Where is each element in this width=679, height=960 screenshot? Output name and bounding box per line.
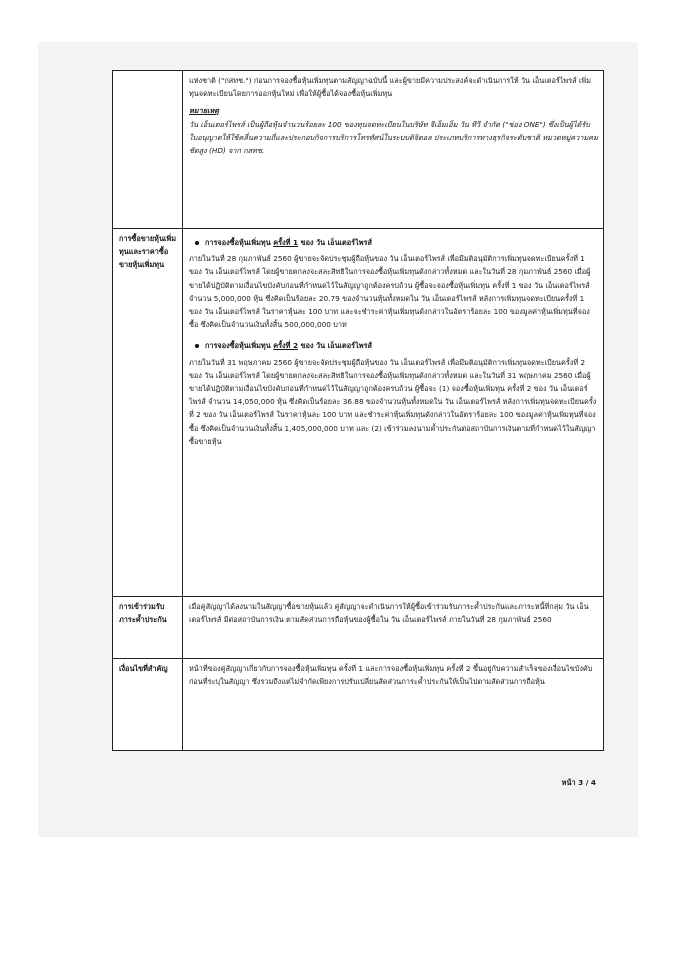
row-content: เมื่อคู่สัญญาได้ลงนามในสัญญาซื้อขายหุ้นแล้ว คู่สัญญาจะดำเนินการให้ผู้ซื้อเข้าร่วมรับภาระค้ำประกันและภาระหนี้ที่กลุ่ม วัน เอ็นเตอร์ไพรส์ มีต่อสถาบันการเงิน ตามสัดส่วนการถือหุ้นของผู้ซื้อใน วัน เอ็นเตอร์ไพรส์ ภายในวันที่ 28 กุมภาพันธ์ 2560 — [183, 597, 604, 659]
row-content — [183, 71, 604, 229]
bullet-heading-underlined: ครั้งที่ 2 — [273, 341, 299, 351]
agreement-summary-table — [112, 70, 604, 751]
note-title: หมายเหตุ — [189, 106, 220, 116]
table-row — [113, 71, 604, 229]
bullet-heading-1 — [195, 236, 598, 249]
paragraph-1: ภายในวันที่ 28 กุมภาพันธ์ 2560 ผู้ขายจะจัดประชุมผู้ถือหุ้นของ วัน เอ็นเตอร์ไพรส์ เพื่อมีมติอนุมัติการเพิ่มทุนจดทะเบียนครั้งที่ 1 ของ วัน เอ็นเตอร์ไพรส์ โดยผู้ขายตกลงจะสละสิทธิในการจองซื้อหุ้นเพิ่มทุนดังกล่าวทั้งหมด และในวันที่ 28 กุมภาพันธ์ 2560 เมื่อผู้ขายได้ปฏิบัติตามเงื่อนไขบังคับก่อนที่กำหนดไว้ในสัญญาถูกต้องครบถ้วน ผู้ซื้อจะจองซื้อหุ้นเพิ่มทุน ครั้งที่ 1 ของ วัน เอ็นเตอร์ไพรส์ จำนวน 5,000,000 หุ้น ซึ่งคิดเป็นร้อยละ 20.79 ของจำนวนหุ้นทั้งหมดใน วัน เอ็นเตอร์ไพรส์ หลังการเพิ่มทุนจดทะเบียนครั้งที่ 1 ของ วัน เอ็นเตอร์ไพรส์ ในราคาหุ้นละ 100 บาท และจะชำระค่าหุ้นเพิ่มทุนดังกล่าวในอัตราร้อยละ 100 ของมูลค่าหุ้นเพิ่มทุนที่จองซื้อ ซึ่งคิดเป็นจำนวนเงินทั้งสิ้น 500,000,000 บาท — [189, 254, 591, 330]
page-number: หน้า 3 / 4 — [561, 778, 596, 787]
bullet-icon — [195, 241, 199, 245]
bullet-heading-text: การจองซื้อหุ้นเพิ่มทุน ครั้งที่ 1 ของ วัน เอ็นเตอร์ไพรส์ — [205, 238, 372, 247]
intro-text: แห่งชาติ ("กสทช.") ก่อนการจองซื้อหุ้นเพิ่มทุนตามสัญญาฉบับนี้ และผู้ขายมีความประสงค์จะดำเนินการให้ วัน เอ็นเตอร์ไพรส์ เพิ่มทุนจดทะเบียนโดยการออกหุ้นใหม่ เพื่อให้ผู้ซื้อได้จองซื้อหุ้นเพิ่มทุน — [189, 76, 592, 99]
row-label — [113, 71, 183, 229]
row-label: การซื้อขายหุ้นเพิ่มทุนและราคาซื้อขายหุ้นเพิ่มทุน — [113, 229, 183, 597]
bullet-heading-text: การจองซื้อหุ้นเพิ่มทุน ครั้งที่ 2 ของ วัน เอ็นเตอร์ไพรส์ — [205, 341, 372, 351]
row-content — [183, 229, 604, 597]
table-row — [113, 659, 604, 751]
note-body: วัน เอ็นเตอร์ไพรส์ เป็นผู้ถือหุ้นจำนวนร้อยละ 100 ของทุนจดทะเบียนในบริษัท จีเอ็มเอ็ม วัน ทีวี จำกัด ("ช่อง ONE") ซึ่งเป็นผู้ได้รับใบอนุญาตให้ใช้คลื่นความถี่และประกอบกิจการบริการโทรทัศน์ในระบบดิจิตอล ประเภทบริการทางธุรกิจระดับชาติ หมวดหมู่ความคมชัดสูง (HD) จาก กสทช. — [189, 119, 598, 156]
row-content: หน้าที่ของคู่สัญญาเกี่ยวกับการจองซื้อหุ้นเพิ่มทุน ครั้งที่ 1 และการจองซื้อหุ้นเพิ่มทุน ครั้งที่ 2 ขึ้นอยู่กับความสำเร็จของเงื่อนไขบังคับก่อนที่ระบุในสัญญา ซึ่งรวมถึงแต่ไม่จำกัดเพียงการปรับเปลี่ยนสัดส่วนภาระค้ำประกันให้เป็นไปตามสัดส่วนการถือหุ้น — [183, 659, 604, 751]
table-row — [113, 229, 604, 597]
row-label: เงื่อนไขที่สำคัญ — [113, 659, 183, 751]
table-row — [113, 597, 604, 659]
document-page — [38, 42, 638, 837]
row-label: การเข้าร่วมรับภาระค้ำประกัน — [113, 597, 183, 659]
bullet-icon — [195, 344, 199, 348]
paragraph-2: ภายในวันที่ 31 พฤษภาคม 2560 ผู้ขายจะจัดประชุมผู้ถือหุ้นของ วัน เอ็นเตอร์ไพรส์ เพื่อมีมติอนุมัติการเพิ่มทุนจดทะเบียนครั้งที่ 2 ของ วัน เอ็นเตอร์ไพรส์ โดยผู้ขายตกลงจะสละสิทธิในการจองซื้อหุ้นเพิ่มทุนดังกล่าวทั้งหมด และในวันที่ 31 พฤษภาคม 2560 เมื่อผู้ขายได้ปฏิบัติตามเงื่อนไขบังคับก่อนที่กำหนดไว้ในสัญญาถูกต้องครบถ้วน ผู้ซื้อจะ (1) จองซื้อหุ้นเพิ่มทุน ครั้งที่ 2 ของ วัน เอ็นเตอร์ไพรส์ จำนวน 14,050,000 หุ้น ซึ่งคิดเป็นร้อยละ 36.88 ของจำนวนหุ้นทั้งหมดใน วัน เอ็นเตอร์ไพรส์ หลังการเพิ่มทุนจดทะเบียนครั้งที่ 2 ของ วัน เอ็นเตอร์ไพรส์ ในราคาหุ้นละ 100 บาท และชำระค่าหุ้นเพิ่มทุนดังกล่าวในอัตราร้อยละ 100 ของมูลค่าหุ้นเพิ่มทุนที่จองซื้อ ซึ่งคิดเป็นจำนวนเงินทั้งสิ้น 1,405,000,000 บาท และ (2) เข้าร่วมลงนามค้ำประกันต่อสถาบันการเงินตามที่กำหนดไว้ในสัญญาซื้อขายหุ้น — [189, 357, 597, 446]
bullet-heading-2 — [195, 339, 598, 352]
bullet-heading-underlined: ครั้งที่ 1 — [273, 238, 299, 247]
